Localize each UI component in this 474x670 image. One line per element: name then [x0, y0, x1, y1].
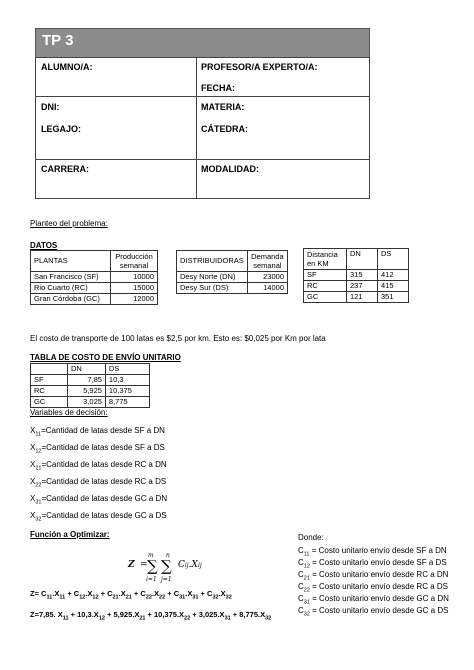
- donde-text: = Costo unitario envío desde GC a DS: [309, 606, 449, 615]
- modalidad-label: MODALIDAD:: [201, 164, 259, 174]
- table-cell: 315: [347, 270, 378, 281]
- variable-text: =Cantidad de latas desde SF a DN: [41, 426, 165, 435]
- table-cell: 10000: [111, 272, 158, 283]
- table-row: [304, 270, 409, 281]
- variable-item: $X_{11}=Cantidad$ de latas desde SF a DN: [30, 426, 165, 438]
- table-cell: 23000: [247, 272, 287, 283]
- donde-subscript: 21: [303, 575, 310, 582]
- profesor-label: PROFESOR/A EXPERTO/A:: [201, 62, 318, 72]
- donde-item: $C_{22}$ = Costo unitario envío desde RC a DS: [298, 582, 448, 594]
- table-cell: San Francisco (SF): [31, 272, 111, 283]
- costo-text: El costo de transporte de 100 latas es $2,5 por km. Esto es: $0,025 por Km por lata: [30, 334, 326, 343]
- student-info-form: [35, 57, 370, 199]
- table-header: [31, 364, 68, 375]
- table-header-row: [304, 249, 409, 270]
- table-cell: 237: [347, 281, 378, 292]
- form-row-line: [36, 96, 369, 97]
- donde-item: $C_{31}$ = Costo unitario envío desde GC a DN: [298, 594, 449, 606]
- variable-item: $X_{32}=Cantidad$ de latas desde GC a DS: [30, 511, 167, 523]
- donde-item: $C_{21}$ = Costo unitario envío desde RC a DN: [298, 570, 449, 582]
- table-header-row: [177, 251, 288, 272]
- table-row: [31, 397, 150, 408]
- donde-subscript: 22: [303, 587, 310, 594]
- table-cell: Desy Sur (DS): [177, 283, 248, 294]
- variables-heading: Variables de decisión:: [30, 408, 108, 417]
- donde-item: $C_{32}$ = Costo unitario envío desde GC a DS: [298, 606, 449, 618]
- catedra-label: CÁTEDRA:: [201, 124, 248, 134]
- distribuidoras-table: [176, 250, 288, 294]
- funcion-heading: Función a Optimizar:: [30, 530, 110, 539]
- form-row-line: [36, 159, 369, 160]
- table-row: [31, 294, 158, 305]
- table-cell: 5,925: [68, 386, 106, 397]
- table-cell: GC: [304, 292, 347, 303]
- table-cell: 121: [347, 292, 378, 303]
- table-cell: 14000: [247, 283, 287, 294]
- table-header: DS: [105, 364, 149, 375]
- donde-text: = Costo unitario envío desde RC a DN: [309, 570, 449, 579]
- table-cell: SF: [304, 270, 347, 281]
- table-cell: 7,85: [68, 375, 106, 386]
- variable-text: =Cantidad de latas desde GC a DS: [41, 511, 167, 520]
- table-row: [304, 292, 409, 303]
- table-row: [31, 283, 158, 294]
- table-row: [304, 281, 409, 292]
- table-cell: 12000: [111, 294, 158, 305]
- table-cell: 10,3: [105, 375, 149, 386]
- table-row: [177, 283, 288, 294]
- table-header: Distancia en KM: [304, 249, 347, 270]
- page-title: TP 3: [42, 32, 74, 49]
- objective-expansion: $Z= C_{11}.X_{11} + C_{12}.X_{12} + C_{21}.X_{21} + C_{22}.X_{22} + C_{31}.X_{31} + C_{32}.X_{32}$: [30, 589, 232, 601]
- table-cell: Desy Norte (DN): [177, 272, 248, 283]
- objective-formula: Z = m ∑ i=1 n ∑ j=1 Cij.Xij: [128, 552, 202, 583]
- variable-text: =Cantidad de latas desde RC a DN: [41, 460, 167, 469]
- table-header-row: [31, 251, 158, 272]
- table-header: PLANTAS: [31, 251, 111, 272]
- title-bar: [35, 28, 370, 58]
- table-cell: 8,775: [105, 397, 149, 408]
- variable-item: $X_{12}=Cantidad$ de latas desde SF a DS: [30, 443, 165, 455]
- table-header: DISTRIBUIDORAS: [177, 251, 248, 272]
- variable-subscript: 31: [35, 499, 42, 506]
- tabla-costo-heading: TABLA DE COSTO DE ENVÍO UNITARIO: [30, 353, 181, 362]
- table-header: Producción semanal: [111, 251, 158, 272]
- donde-item: $C_{12}$ = Costo unitario envío desde SF a DS: [298, 558, 447, 570]
- objective-numeric: Z=7,85. $X_{11} + 10,3.X_{12} + 5,925.X_{21} + 10,375.X_{22} + 3,025.X_{31} + 8,775.X_{32}$: [30, 610, 272, 622]
- donde-subscript: 12: [303, 563, 310, 570]
- variable-subscript: 22: [35, 482, 42, 489]
- table-header: DN: [347, 249, 378, 270]
- donde-text: = Costo unitario envío desde GC a DN: [309, 594, 449, 603]
- table-cell: 351: [378, 292, 409, 303]
- table-cell: Rio Cuarto (RC): [31, 283, 111, 294]
- table-cell: GC: [31, 397, 68, 408]
- table-row: [31, 375, 150, 386]
- donde-subscript: 11: [303, 551, 310, 558]
- plantas-table: [30, 250, 158, 305]
- donde-item: $C_{11}$ = Costo unitario envío desde SF a DN: [298, 546, 447, 558]
- table-cell: RC: [304, 281, 347, 292]
- variable-text: =Cantidad de latas desde GC a DN: [41, 494, 168, 503]
- distancia-table: [303, 248, 409, 303]
- costo-envio-table: [30, 363, 150, 408]
- variable-subscript: 21: [35, 465, 42, 472]
- variable-item: $X_{22}=Cantidad$ de latas desde RC a DS: [30, 477, 167, 489]
- table-cell: SF: [31, 375, 68, 386]
- variable-item: $X_{21}=Cantidad$ de latas desde RC a DN: [30, 460, 167, 472]
- table-cell: 415: [378, 281, 409, 292]
- variable-text: =Cantidad de latas desde SF a DS: [41, 443, 165, 452]
- donde-subscript: 31: [303, 599, 310, 606]
- table-row: [31, 386, 150, 397]
- variable-text: =Cantidad de latas desde RC a DS: [41, 477, 167, 486]
- materia-label: MATERIA:: [201, 102, 245, 112]
- form-divider: [196, 58, 197, 198]
- donde-text: = Costo unitario envío desde SF a DS: [309, 558, 447, 567]
- table-cell: 15000: [111, 283, 158, 294]
- alumno-label: ALUMNO/A:: [41, 62, 93, 72]
- variable-subscript: 32: [35, 516, 42, 523]
- donde-text: = Costo unitario envío desde SF a DN: [309, 546, 447, 555]
- table-cell: 412: [378, 270, 409, 281]
- table-row: [31, 272, 158, 283]
- carrera-label: CARRERA:: [41, 164, 89, 174]
- fecha-label: FECHA:: [201, 83, 235, 93]
- table-cell: Gran Córdoba (GC): [31, 294, 111, 305]
- table-cell: 3,025: [68, 397, 106, 408]
- table-header: Demanda semanal: [247, 251, 287, 272]
- table-cell: 10,375: [105, 386, 149, 397]
- table-cell: RC: [31, 386, 68, 397]
- donde-text: = Costo unitario envío desde RC a DS: [309, 582, 448, 591]
- variable-subscript: 12: [35, 448, 42, 455]
- legajo-label: LEGAJO:: [41, 124, 82, 134]
- datos-heading: DATOS: [30, 241, 58, 250]
- variable-subscript: 11: [35, 431, 42, 438]
- table-header: DN: [68, 364, 106, 375]
- table-row: [177, 272, 288, 283]
- planteo-heading: Planteo del problema:: [30, 219, 108, 228]
- variable-item: $X_{31}=Cantidad$ de latas desde GC a DN: [30, 494, 168, 506]
- donde-heading: Donde:: [298, 533, 324, 542]
- donde-subscript: 32: [303, 611, 310, 618]
- table-header-row: [31, 364, 150, 375]
- table-header: DS: [378, 249, 409, 270]
- dni-label: DNI:: [41, 102, 60, 112]
